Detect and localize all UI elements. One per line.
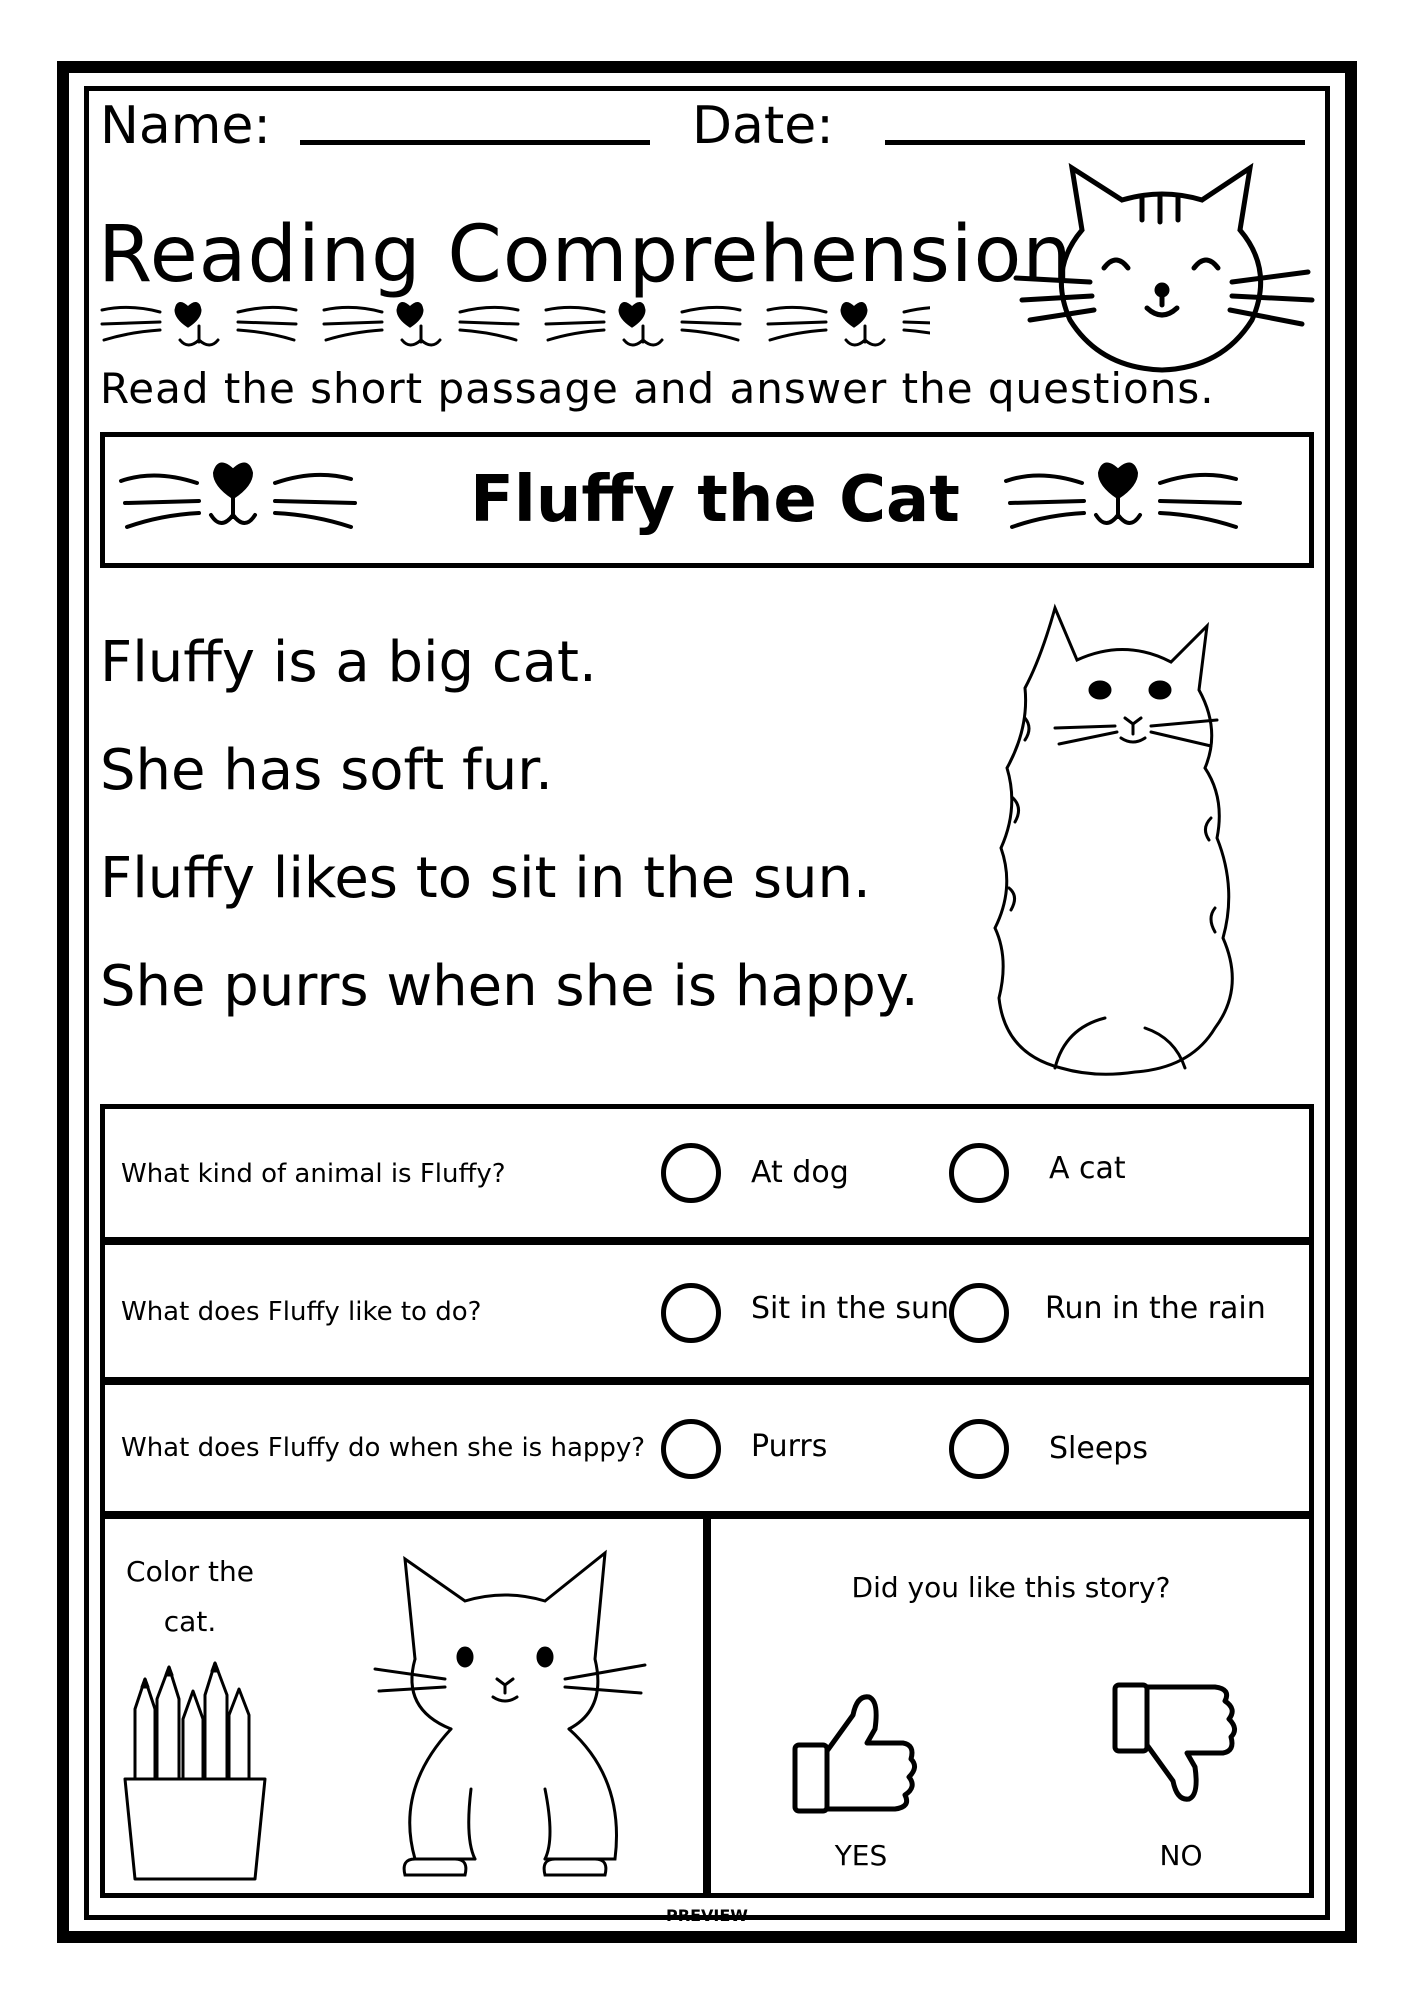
- option-label: A cat: [1049, 1151, 1126, 1186]
- feedback-cell: [706, 1514, 1314, 1898]
- coloring-instruction: cat.: [163, 1605, 217, 1638]
- cat-face-icon: [1012, 160, 1332, 380]
- thumbs-down-icon[interactable]: [1111, 1677, 1241, 1807]
- option-radio[interactable]: [661, 1283, 721, 1343]
- whisker-icon: [102, 303, 296, 345]
- passage-line: Fluffy likes to sit in the sun.: [100, 846, 871, 911]
- name-field[interactable]: [300, 140, 650, 145]
- thumbs-up-icon[interactable]: [791, 1689, 921, 1819]
- yes-label: YES: [834, 1839, 888, 1872]
- question-text: What does Fluffy do when she is happy?: [121, 1433, 646, 1463]
- question-row: [100, 1240, 1314, 1382]
- option-radio[interactable]: [661, 1419, 721, 1479]
- passage-line: She has soft fur.: [100, 738, 553, 803]
- question-row: [100, 1104, 1314, 1242]
- option-label: Sleeps: [1049, 1431, 1148, 1466]
- name-label: Name:: [100, 96, 271, 156]
- page-title: Reading Comprehension: [98, 210, 1073, 300]
- option-label: Sit in the sun: [751, 1291, 949, 1326]
- option-radio[interactable]: [949, 1283, 1009, 1343]
- option-radio[interactable]: [949, 1419, 1009, 1479]
- sitting-cat-illustration: [355, 1539, 665, 1879]
- pencil-cup-icon: [115, 1649, 275, 1889]
- date-field[interactable]: [885, 140, 1305, 145]
- option-radio[interactable]: [949, 1143, 1009, 1203]
- question-text: What kind of animal is Fluffy?: [121, 1159, 506, 1189]
- whisker-icon: [1000, 455, 1320, 555]
- question-text: What does Fluffy like to do?: [121, 1297, 482, 1327]
- story-title: Fluffy the Cat: [470, 463, 960, 537]
- whisker-row: [100, 298, 930, 358]
- watermark: PREVIEW: [666, 1906, 748, 1925]
- fluffy-cat-illustration: [985, 598, 1315, 1088]
- no-label: NO: [1159, 1839, 1203, 1872]
- passage-line: She purrs when she is happy.: [100, 954, 919, 1019]
- option-radio[interactable]: [661, 1143, 721, 1203]
- instructions: Read the short passage and answer the questions.: [100, 364, 1215, 413]
- whisker-icon: [115, 455, 435, 555]
- option-label: At dog: [751, 1155, 849, 1190]
- question-row: [100, 1380, 1314, 1516]
- coloring-instruction: Color the: [126, 1555, 254, 1588]
- coloring-cell: [100, 1514, 708, 1898]
- date-label: Date:: [692, 96, 834, 156]
- feedback-question: Did you like this story?: [851, 1571, 1171, 1604]
- option-label: Purrs: [751, 1429, 828, 1464]
- passage-line: Fluffy is a big cat.: [100, 630, 597, 695]
- option-label: Run in the rain: [1045, 1291, 1266, 1326]
- story-title-banner: [100, 432, 1314, 568]
